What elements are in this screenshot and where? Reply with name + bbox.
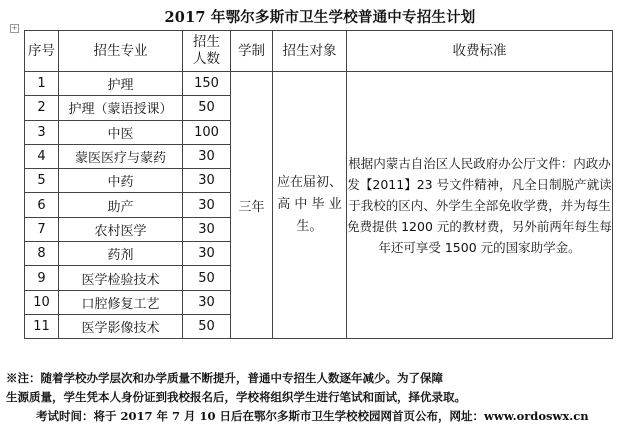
cell-count: 30: [183, 169, 231, 193]
cell-major: 蒙医医疗与蒙药: [59, 144, 183, 168]
header-major: 招生专业: [59, 31, 183, 72]
cell-target: 应在届初、高 中 毕 业生。: [273, 72, 347, 339]
cell-major: 中药: [59, 169, 183, 193]
cell-no: 3: [25, 120, 59, 144]
header-target: 招生对象: [273, 31, 347, 72]
header-count-line1: 招生: [193, 34, 220, 50]
cell-major: 口腔修复工艺: [59, 290, 183, 314]
cell-no: 2: [25, 96, 59, 120]
cell-count: 30: [183, 217, 231, 241]
table-anchor-icon[interactable]: +: [11, 24, 18, 32]
header-count-line2: 人数: [193, 51, 220, 67]
enrollment-table: [24, 30, 613, 339]
cell-count: 100: [183, 120, 231, 144]
cell-no: 8: [25, 242, 59, 266]
cell-no: 7: [25, 217, 59, 241]
header-years: 学制: [231, 31, 273, 72]
cell-major: 农村医学: [59, 217, 183, 241]
cell-major: 中医: [59, 120, 183, 144]
header-count: [183, 31, 231, 72]
cell-count: 150: [183, 72, 231, 96]
cell-major: 医学影像技术: [59, 314, 183, 338]
cell-count: 30: [183, 242, 231, 266]
cell-no: 11: [25, 314, 59, 338]
exam-time-line: 考试时间：将于 2017 年 7 月 10 日后在鄂尔多斯市卫生学校校园网首页公布，网址：www.ordoswx.cn: [36, 409, 589, 423]
cell-no: 1: [25, 72, 59, 96]
footnote-line-2: 生源质量，学生凭本人身份证到我校报名后，学校将组织学生进行笔试和面试，择优录取。: [6, 390, 466, 404]
cell-major: 助产: [59, 193, 183, 217]
cell-count: 30: [183, 193, 231, 217]
cell-no: 6: [25, 193, 59, 217]
footnote-line-1: ※注：随着学校办学层次和办学质量不断提升，普通中专招生人数逐年减少。为了保障: [6, 371, 443, 385]
cell-major: 医学检验技术: [59, 266, 183, 290]
page-title: 2017 年鄂尔多斯市卫生学校普通中专招生计划: [164, 9, 476, 26]
cell-count: 30: [183, 290, 231, 314]
cell-major: 护理: [59, 72, 183, 96]
table-row: [25, 72, 613, 96]
header-row: [25, 31, 613, 72]
cell-years: 三年: [231, 72, 273, 339]
cell-no: 5: [25, 169, 59, 193]
cell-no: 4: [25, 144, 59, 168]
cell-major: 护理（蒙语授课）: [59, 96, 183, 120]
cell-fee: 根据内蒙古自治区人民政府办公厅文件：内政办发【2011】23 号文件精神，凡全日制脱产就读于我校的区内、外学生全部免收学费，并为每生免费提供 1200 元的教材费，另外前两年每生每年还可享受 1500 元的国家助学金。: [347, 72, 613, 339]
cell-count: 50: [183, 266, 231, 290]
cell-major: 药剂: [59, 242, 183, 266]
cell-count: 50: [183, 314, 231, 338]
footnote: [6, 369, 634, 426]
header-no: 序号: [25, 31, 59, 72]
header-fee: 收费标准: [347, 31, 613, 72]
cell-count: 50: [183, 96, 231, 120]
cell-no: 10: [25, 290, 59, 314]
cell-no: 9: [25, 266, 59, 290]
cell-count: 30: [183, 144, 231, 168]
